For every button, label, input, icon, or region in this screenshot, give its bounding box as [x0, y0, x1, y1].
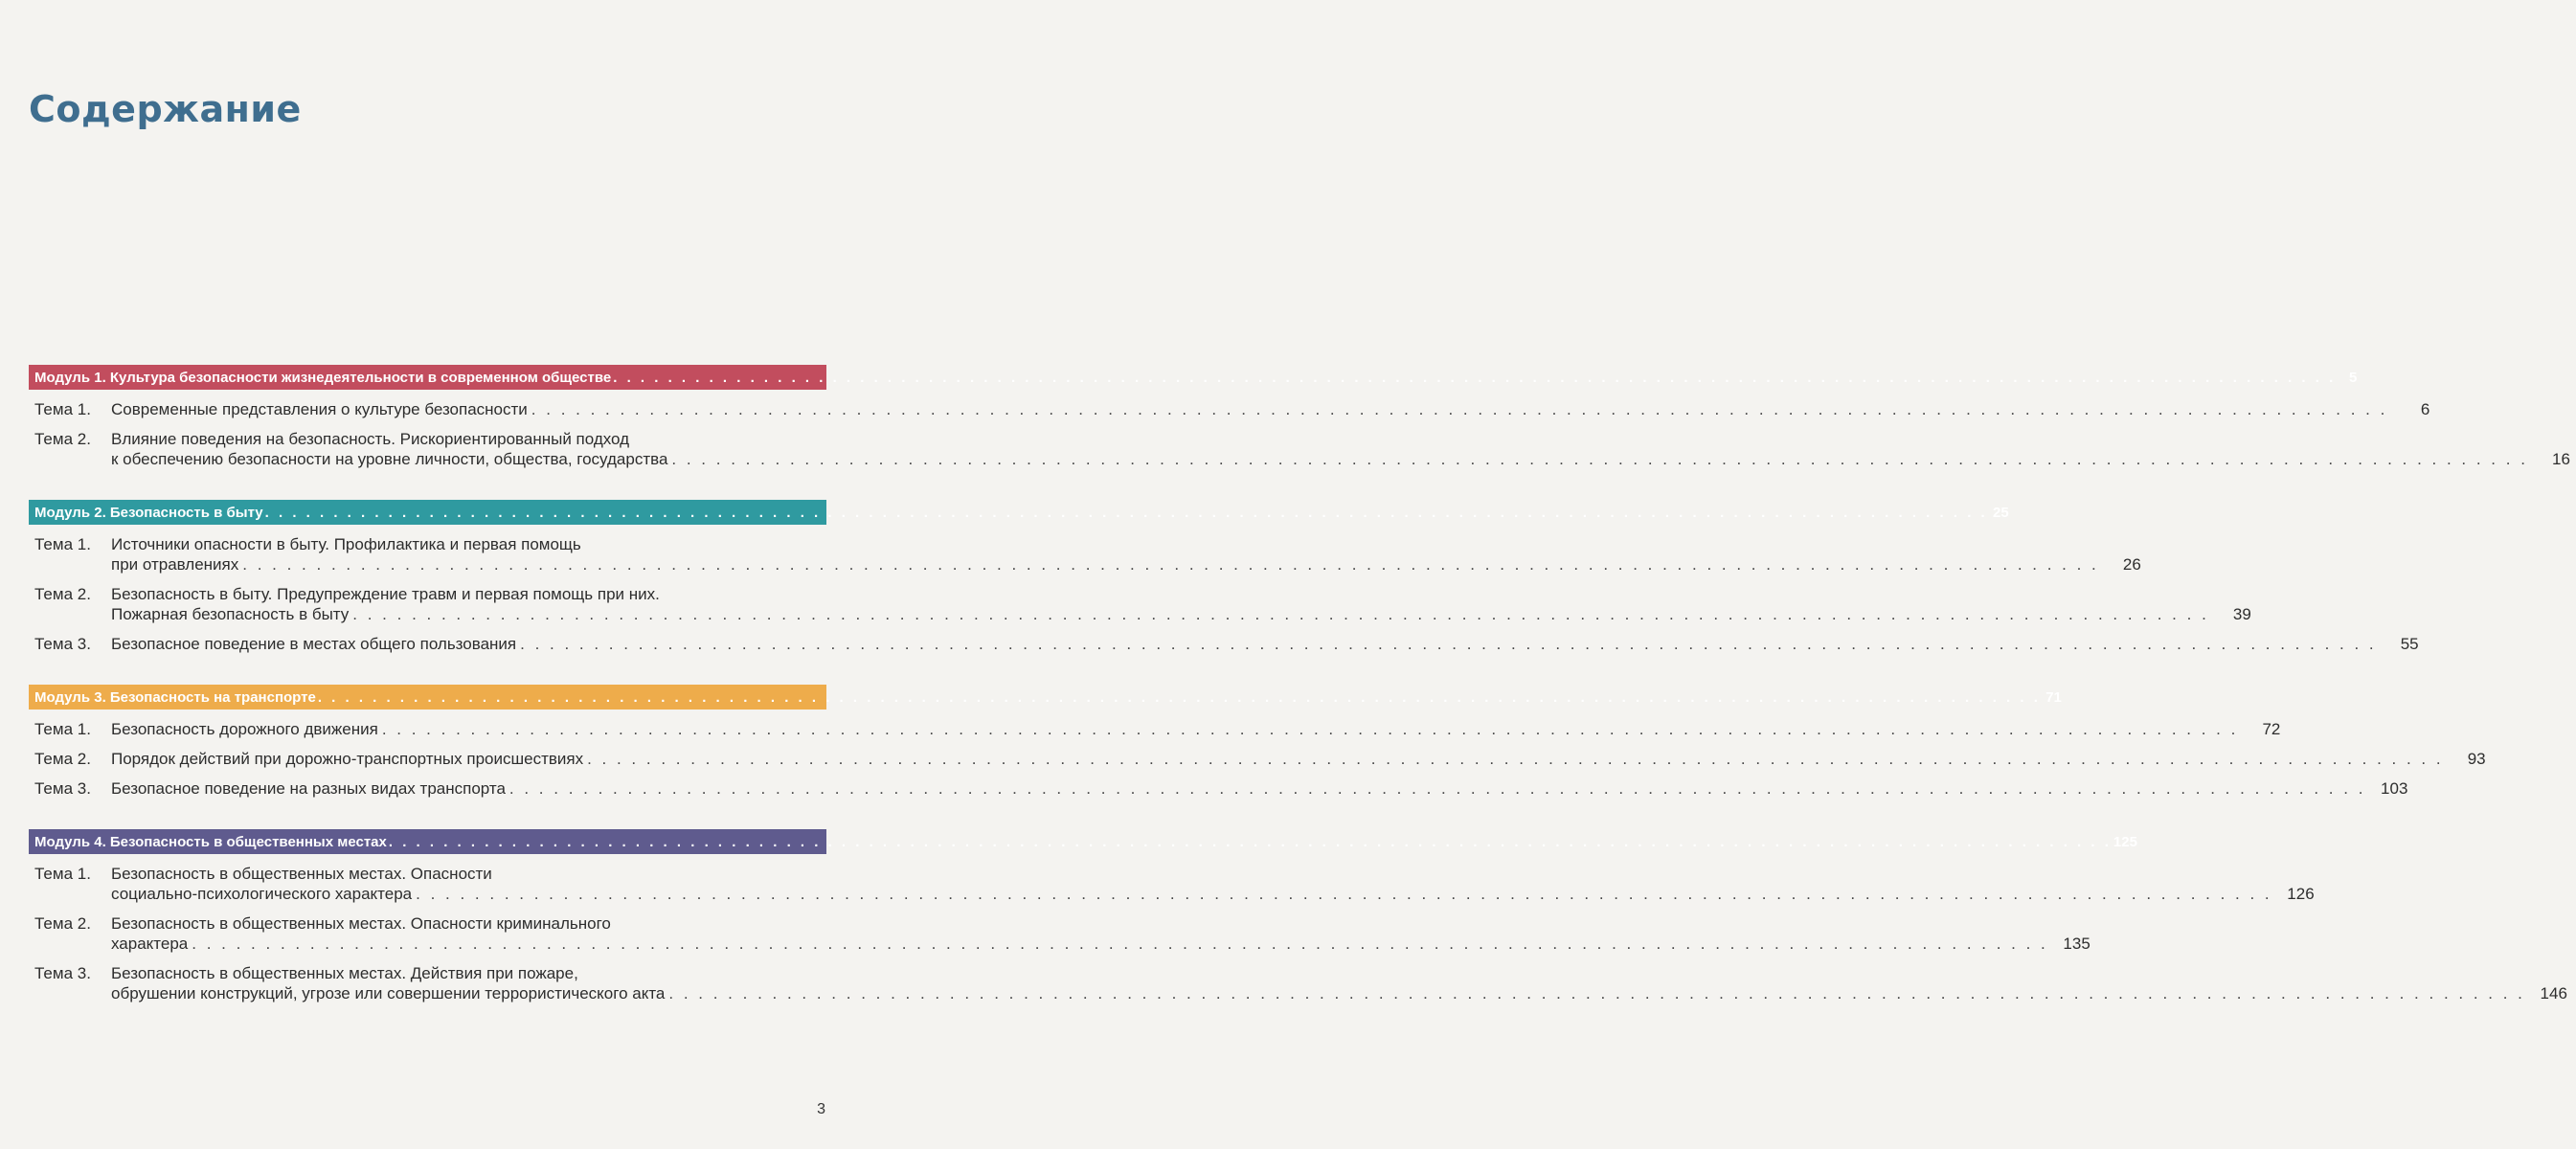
topic-title-line: обрушении конструкций, угрозе или совершении террористического акта	[111, 984, 666, 1003]
module-page-number: 71	[2045, 688, 2062, 706]
topic-title-line: социально-психологического характера	[111, 885, 413, 903]
topic-title-line: Современные представления о культуре безопасности	[111, 400, 528, 418]
module-heading[interactable]	[29, 685, 2062, 710]
topic-label: Тема 1.	[34, 720, 91, 738]
topic-title-last-line	[111, 884, 2320, 904]
topic-body	[111, 719, 2286, 739]
topic-label: Тема 1.	[34, 400, 91, 418]
module-heading[interactable]	[29, 829, 2137, 854]
topic-body	[111, 429, 2576, 469]
topic-body	[111, 963, 2573, 1003]
topic-title-line: Безопасность дорожного движения	[111, 720, 378, 738]
dot-leader: . . . . . . . . . . . . . . . . . . . . . . . . . . . . . . . . . . . . . . . . . . . . . . . . . . . . . . . . . . . . . . . . . . . . . . . . . . . . . . . . . . . . . . . . . . . . . . . . . . . . . . . . . . . . . . . . . . . . . . . . . . . . . .	[668, 984, 2525, 1003]
dot-leader: . . . . . . . . . . . . . . . . . . . . . . . . . . . . . . . . . . . . . . . . . . . . . . . . . . . . . . . . . . . . . . . . . . . . . . . . . . . . . . . . . . . . . . . . . . . . . . . . . . . . . . . . . . . . . . . . . . . . . . . . . . . . . .	[381, 720, 2239, 738]
topic-page-number: 146	[2540, 984, 2567, 1003]
topic-page-number: 103	[2381, 779, 2408, 798]
topic-entry[interactable]	[29, 778, 2408, 799]
topic-body	[111, 864, 2320, 904]
dot-leader: . . . . . . . . . . . . . . . . . . . . . . . . . . . . . . . . . . . . . . . . . . . . . . . . . . . . . . . . . . . . . . . . . . . . . . . . . . . . . . . . . . . . . . . . . . . . . . . . . . . . . . . . . . . . . . . . . . . . . . . . . . . . . .	[242, 555, 2099, 574]
dot-leader: . . . . . . . . . . . . . . . . . . . . . . . . . . . . . . . . . . . . . . . . . . . . . . . . . . . . . . . . . . . . . . . . . . . . . . . . . . . . . . . . . . . . . . . . . . . . . . . . . . . . . . . . . . . . . . . . . . . . . . . . . . . . . .	[192, 935, 2048, 953]
topic-page-number: 55	[2400, 635, 2419, 653]
module-spacer	[29, 654, 826, 685]
topic-body	[111, 913, 2096, 954]
dot-leader: . . . . . . . . . . . . . . . . . . . . . . . . . . . . . . . . . . . . . . . . . . . . . . . . . . . . . . . . . . . . . . . . . . . . . . . . . . . . . . . . . . . . . . . . . . . . . . . . . . . . . . . . . . . . . . . . . . . . . . . . . . . . . .	[520, 635, 2377, 653]
topic-title-last-line	[111, 934, 2096, 954]
topic-label: Тема 2.	[34, 430, 91, 448]
dot-leader: . . . . . . . . . . . . . . . . . . . . . . . . . . . . . . . . . . . . . . . . . . . . . . . . . . . . . . . . . . . . . . . . . . . . . . . . . . . . . . . . . . . . . . . . . . . . . . . . . . . . . . . . . . . . . . . . . . . . . . . . . . . . . .	[671, 450, 2528, 468]
module-title: Модуль 4. Безопасность в общественных местах	[34, 833, 387, 850]
topic-title-line: Влияние поведения на безопасность. Рискориентированный подход	[111, 430, 630, 448]
topic-label: Тема 3.	[34, 635, 91, 653]
page-title: Содержание	[29, 88, 302, 130]
topic-entry[interactable]	[29, 429, 2570, 469]
module-spacer	[29, 799, 826, 829]
topic-page-number: 39	[2232, 605, 2251, 623]
dot-leader: . . . . . . . . . . . . . . . . . . . . . . . . . . . . . . . . . . . . . . . . . . . . . . . . . . . . . . . . . . . . . . . . . . . . . . . . . . . . . . . . . . . . . . . . . . . . . . . . . . . . . . . . . . . . . . . . . . . . . . . . . . . . . .	[531, 400, 2388, 418]
topic-label: Тема 3.	[34, 964, 91, 982]
topic-entry[interactable]	[29, 634, 2419, 654]
module-heading[interactable]	[29, 500, 2009, 525]
topic-page-number: 6	[2420, 400, 2430, 418]
topic-title-line: к обеспечению безопасности на уровне личности, общества, государства	[111, 450, 668, 468]
dot-leader: . . . . . . . . . . . . . . . . . . . . . . . . . . . . . . . . . . . . . . . . . . . . . . . . . . . . . . . . . . . . . . . . . . . . . . . . . . . . . . . . . . . . . . . . . . . . . . . . . . . . . . . . . . . . . . . . . . . . . . . . . . . . . .	[264, 504, 1988, 521]
module-heading[interactable]	[29, 365, 2358, 390]
topic-title-last-line	[111, 554, 2147, 574]
module-page-number: 125	[2113, 833, 2137, 850]
topic-title-last-line	[111, 719, 2286, 739]
topic-label: Тема 1.	[34, 865, 91, 883]
topic-title-last-line	[111, 399, 2435, 419]
topic-page-number: 93	[2467, 750, 2486, 768]
dot-leader: . . . . . . . . . . . . . . . . . . . . . . . . . . . . . . . . . . . . . . . . . . . . . . . . . . . . . . . . . . . . . . . . . . . . . . . . . . . . . . . . . . . . . . . . . . . . . . . . . . . . . . . . . . . . . . . . . . . . . . . . . . . . . .	[352, 605, 2209, 623]
topic-page-number: 72	[2262, 720, 2281, 738]
dot-leader: . . . . . . . . . . . . . . . . . . . . . . . . . . . . . . . . . . . . . . . . . . . . . . . . . . . . . . . . . . . . . . . . . . . . . . . . . . . . . . . . . . . . . . . . . . . . . . . . . . . . . . . . . . . . . . . . . . . . . . . . . . . . . .	[613, 369, 2337, 386]
topic-label: Тема 1.	[34, 535, 91, 553]
topic-body	[111, 634, 2425, 654]
topic-title-line: Безопасное поведение на разных видах транспорта	[111, 779, 506, 798]
dot-leader: . . . . . . . . . . . . . . . . . . . . . . . . . . . . . . . . . . . . . . . . . . . . . . . . . . . . . . . . . . . . . . . . . . . . . . . . . . . . . . . . . . . . . . . . . . . . . . . . . . . . . . . . . . . . . . . . . . . . . . . . . . . . . .	[317, 688, 2041, 706]
dot-leader: . . . . . . . . . . . . . . . . . . . . . . . . . . . . . . . . . . . . . . . . . . . . . . . . . . . . . . . . . . . . . . . . . . . . . . . . . . . . . . . . . . . . . . . . . . . . . . . . . . . . . . . . . . . . . . . . . . . . . . . . . . . . . .	[508, 779, 2366, 798]
topic-entry[interactable]	[29, 534, 2141, 574]
topic-body	[111, 749, 2492, 769]
topic-entry[interactable]	[29, 584, 2251, 624]
module-title: Модуль 3. Безопасность на транспорте	[34, 688, 316, 706]
module-title: Модуль 1. Культура безопасности жизнедеятельности в современном обществе	[34, 369, 612, 386]
topic-title-line: при отравлениях	[111, 555, 239, 574]
module-page-number: 25	[1993, 504, 2009, 521]
topic-title-last-line	[111, 778, 2413, 799]
topic-page-number: 16	[2552, 450, 2570, 468]
topic-title-line: характера	[111, 935, 189, 953]
dot-leader: . . . . . . . . . . . . . . . . . . . . . . . . . . . . . . . . . . . . . . . . . . . . . . . . . . . . . . . . . . . . . . . . . . . . . . . . . . . . . . . . . . . . . . . . . . . . . . . . . . . . . . . . . . . . . . . . . . . . . . . . . . . . . .	[587, 750, 2444, 768]
topic-label: Тема 2.	[34, 750, 91, 768]
topic-entry[interactable]	[29, 864, 2315, 904]
topic-body	[111, 778, 2413, 799]
dot-leader: . . . . . . . . . . . . . . . . . . . . . . . . . . . . . . . . . . . . . . . . . . . . . . . . . . . . . . . . . . . . . . . . . . . . . . . . . . . . . . . . . . . . . . . . . . . . . . . . . . . . . . . . . . . . . . . . . . . . . . . . . . . . . .	[388, 833, 2112, 850]
topic-body	[111, 534, 2147, 574]
topic-title-line: Источники опасности в быту. Профилактика и первая помощь	[111, 535, 581, 553]
topic-title-line: Безопасность в общественных местах. Действия при пожаре,	[111, 964, 578, 982]
topic-label: Тема 2.	[34, 914, 91, 933]
module-spacer	[29, 469, 826, 500]
topic-title-last-line	[111, 604, 2257, 624]
topic-title-line: Безопасность в общественных местах. Опасности	[111, 865, 492, 883]
topic-label: Тема 2.	[34, 585, 91, 603]
topic-title-line: Безопасность в общественных местах. Опасности криминального	[111, 914, 611, 933]
dot-leader: . . . . . . . . . . . . . . . . . . . . . . . . . . . . . . . . . . . . . . . . . . . . . . . . . . . . . . . . . . . . . . . . . . . . . . . . . . . . . . . . . . . . . . . . . . . . . . . . . . . . . . . . . . . . . . . . . . . . . . . . . . . . . .	[416, 885, 2272, 903]
topic-body	[111, 399, 2435, 419]
topic-title-line: Порядок действий при дорожно-транспортных происшествиях	[111, 750, 584, 768]
topic-title-last-line	[111, 449, 2576, 469]
topic-title-last-line	[111, 634, 2425, 654]
module-page-number: 5	[2348, 369, 2358, 386]
topic-title-last-line	[111, 749, 2492, 769]
module-title: Модуль 2. Безопасность в быту	[34, 504, 263, 521]
table-of-contents	[29, 365, 2570, 1003]
topic-page-number: 26	[2122, 555, 2141, 574]
topic-entry[interactable]	[29, 399, 2430, 419]
topic-title-line: Безопасность в быту. Предупреждение травм и первая помощь при них.	[111, 585, 660, 603]
topic-title-last-line	[111, 983, 2573, 1003]
topic-body	[111, 584, 2257, 624]
topic-page-number: 135	[2063, 935, 2090, 953]
topic-entry[interactable]	[29, 749, 2486, 769]
topic-label: Тема 3.	[34, 779, 91, 798]
topic-entry[interactable]	[29, 719, 2281, 739]
topic-entry[interactable]	[29, 963, 2567, 1003]
page-number: 3	[817, 1101, 825, 1117]
topic-page-number: 126	[2287, 885, 2315, 903]
topic-title-line: Пожарная безопасность в быту	[111, 605, 350, 623]
topic-entry[interactable]	[29, 913, 2090, 954]
topic-title-line: Безопасное поведение в местах общего пользования	[111, 635, 517, 653]
